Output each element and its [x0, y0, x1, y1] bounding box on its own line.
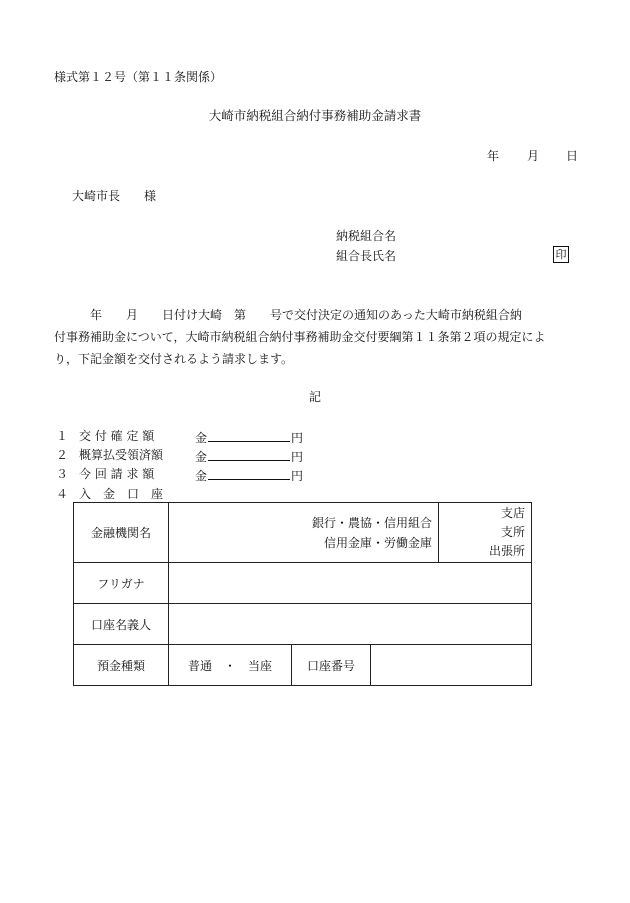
- account-table: [73, 502, 532, 686]
- account-number-label: 口座番号: [292, 645, 371, 685]
- amount-prefix: 金: [195, 469, 208, 483]
- addressee: 大崎市長 様: [72, 189, 157, 203]
- office-label: 出張所: [488, 544, 525, 558]
- body-text-line-1: 年 月 日付け大崎 第 号で交付決定の通知のあった大崎市納税組合納: [54, 308, 522, 322]
- chief-name-label: 組合長氏名: [336, 249, 397, 263]
- bank-name-field[interactable]: [169, 503, 439, 563]
- body-text-line-3: り，下記金額を交付されるよう請求します。: [54, 352, 294, 366]
- item-number: ４: [56, 487, 69, 501]
- item-label-request-amount: 今 回 請 求 額: [79, 467, 155, 481]
- item-number: ２: [56, 448, 69, 462]
- deposit-type-options[interactable]: 普通 ・ 当座: [169, 645, 292, 685]
- branch-field[interactable]: [439, 503, 532, 563]
- item-amount-field[interactable]: [195, 430, 303, 444]
- ki-heading: 記: [308, 390, 321, 404]
- bank-name-label: 金融機関名: [74, 503, 169, 563]
- amount-blank[interactable]: [208, 468, 290, 480]
- form-number: 様式第１２号（第１１条関係）: [54, 70, 223, 84]
- document-title: 大崎市納税組合納付事務補助金請求書: [208, 108, 422, 123]
- amount-suffix: 円: [291, 431, 304, 445]
- account-holder-label: 口座名義人: [74, 604, 169, 645]
- date-day-label: 日: [566, 149, 579, 163]
- amount-blank[interactable]: [208, 449, 290, 461]
- furigana-label: フリガナ: [74, 563, 169, 604]
- union-name-label: 納税組合名: [336, 229, 397, 243]
- amount-blank[interactable]: [208, 430, 290, 442]
- branch-label: 支店: [500, 506, 525, 520]
- item-number: １: [56, 429, 69, 443]
- furigana-field[interactable]: [169, 563, 532, 604]
- amount-suffix: 円: [291, 450, 304, 464]
- amount-prefix: 金: [195, 431, 208, 445]
- sub-branch-label: 支所: [500, 525, 525, 539]
- item-label-advance-received: 概算払受領済額: [79, 448, 164, 462]
- deposit-type-label: 預金種類: [74, 645, 169, 686]
- date-year-label: 年: [487, 149, 500, 163]
- account-number-field[interactable]: [371, 645, 531, 685]
- body-text-line-2: 付事務補助金について，大崎市納税組合納付事務補助金交付要綱第１１条第２項の規定によ: [54, 330, 546, 344]
- item-label-deposit-account: 入 金 口 座: [79, 487, 164, 501]
- seal-mark: 印: [553, 246, 569, 263]
- bank-types-line-2: 信用金庫・労働金庫: [323, 535, 432, 550]
- deposit-row: [169, 645, 532, 686]
- amount-prefix: 金: [195, 450, 208, 464]
- item-amount-field[interactable]: [195, 468, 303, 482]
- item-label-confirmed-amount: 交 付 確 定 額: [79, 429, 155, 443]
- item-amount-field[interactable]: [195, 449, 303, 463]
- date-month-label: 月: [527, 149, 540, 163]
- account-holder-field[interactable]: [169, 604, 532, 645]
- item-number: ３: [56, 467, 69, 481]
- amount-suffix: 円: [291, 469, 304, 483]
- bank-types-line-1: 銀行・農協・信用組合: [311, 515, 432, 530]
